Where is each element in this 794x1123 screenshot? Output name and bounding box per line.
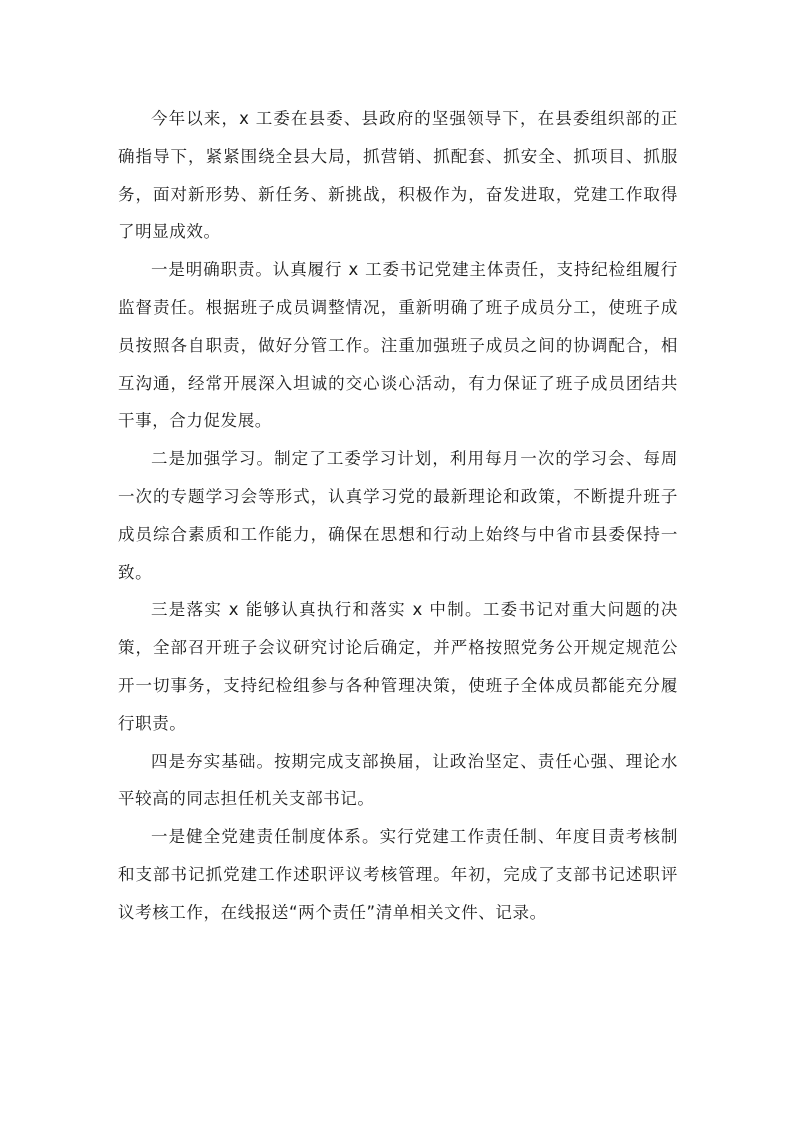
paragraph-strengthen-study: 二是加强学习。制定了工委学习计划，利用每月一次的学习会、每周一次的专题学习会等形式，认真学习党的最新理论和政策，不断提升班子成员综合素质和工作能力，确保在思想和行动上始终与中省市县委保持一致。 [118,449,678,582]
paragraph-responsibility-system: 一是健全党建责任制度体系。实行党建工作责任制、年度目责考核制和支部书记抓党建工作述职评议考核管理。年初，完成了支部书记述职评议考核工作，在线报送“两个责任”清单相关文件、记录。 [118,827,678,922]
document-body [118,100,678,932]
paragraph-intro: 今年以来，x 工委在县委、县政府的坚强领导下，在县委组织部的正确指导下，紧紧围绕全县大局，抓营销、抓配套、抓安全、抓项目、抓服务，面对新形势、新任务、新挑战，积极作为，奋发进取，党建工作取得了明显成效。 [118,109,678,242]
paragraph-implement-system: 三是落实 x 能够认真执行和落实 x 中制。工委书记对重大问题的决策，全部召开班子会议研究讨论后确定，并严格按照党务公开规定规范公开一切事务，支持纪检组参与各种管理决策，使班子全体成员都能充分履行职责。 [118,600,678,733]
paragraph-clarify-duties: 一是明确职责。认真履行 x 工委书记党建主体责任，支持纪检组履行监督责任。根据班子成员调整情况，重新明确了班子成员分工，使班子成员按照各自职责，做好分管工作。注重加强班子成员之间的协调配合，相互沟通，经常开展深入坦诚的交心谈心活动，有力保证了班子成员团结共干事，合力促发展。 [118,260,678,431]
paragraph-consolidate-foundation: 四是夯实基础。按期完成支部换届，让政治坚定、责任心强、理论水平较高的同志担任机关支部书记。 [118,751,678,809]
